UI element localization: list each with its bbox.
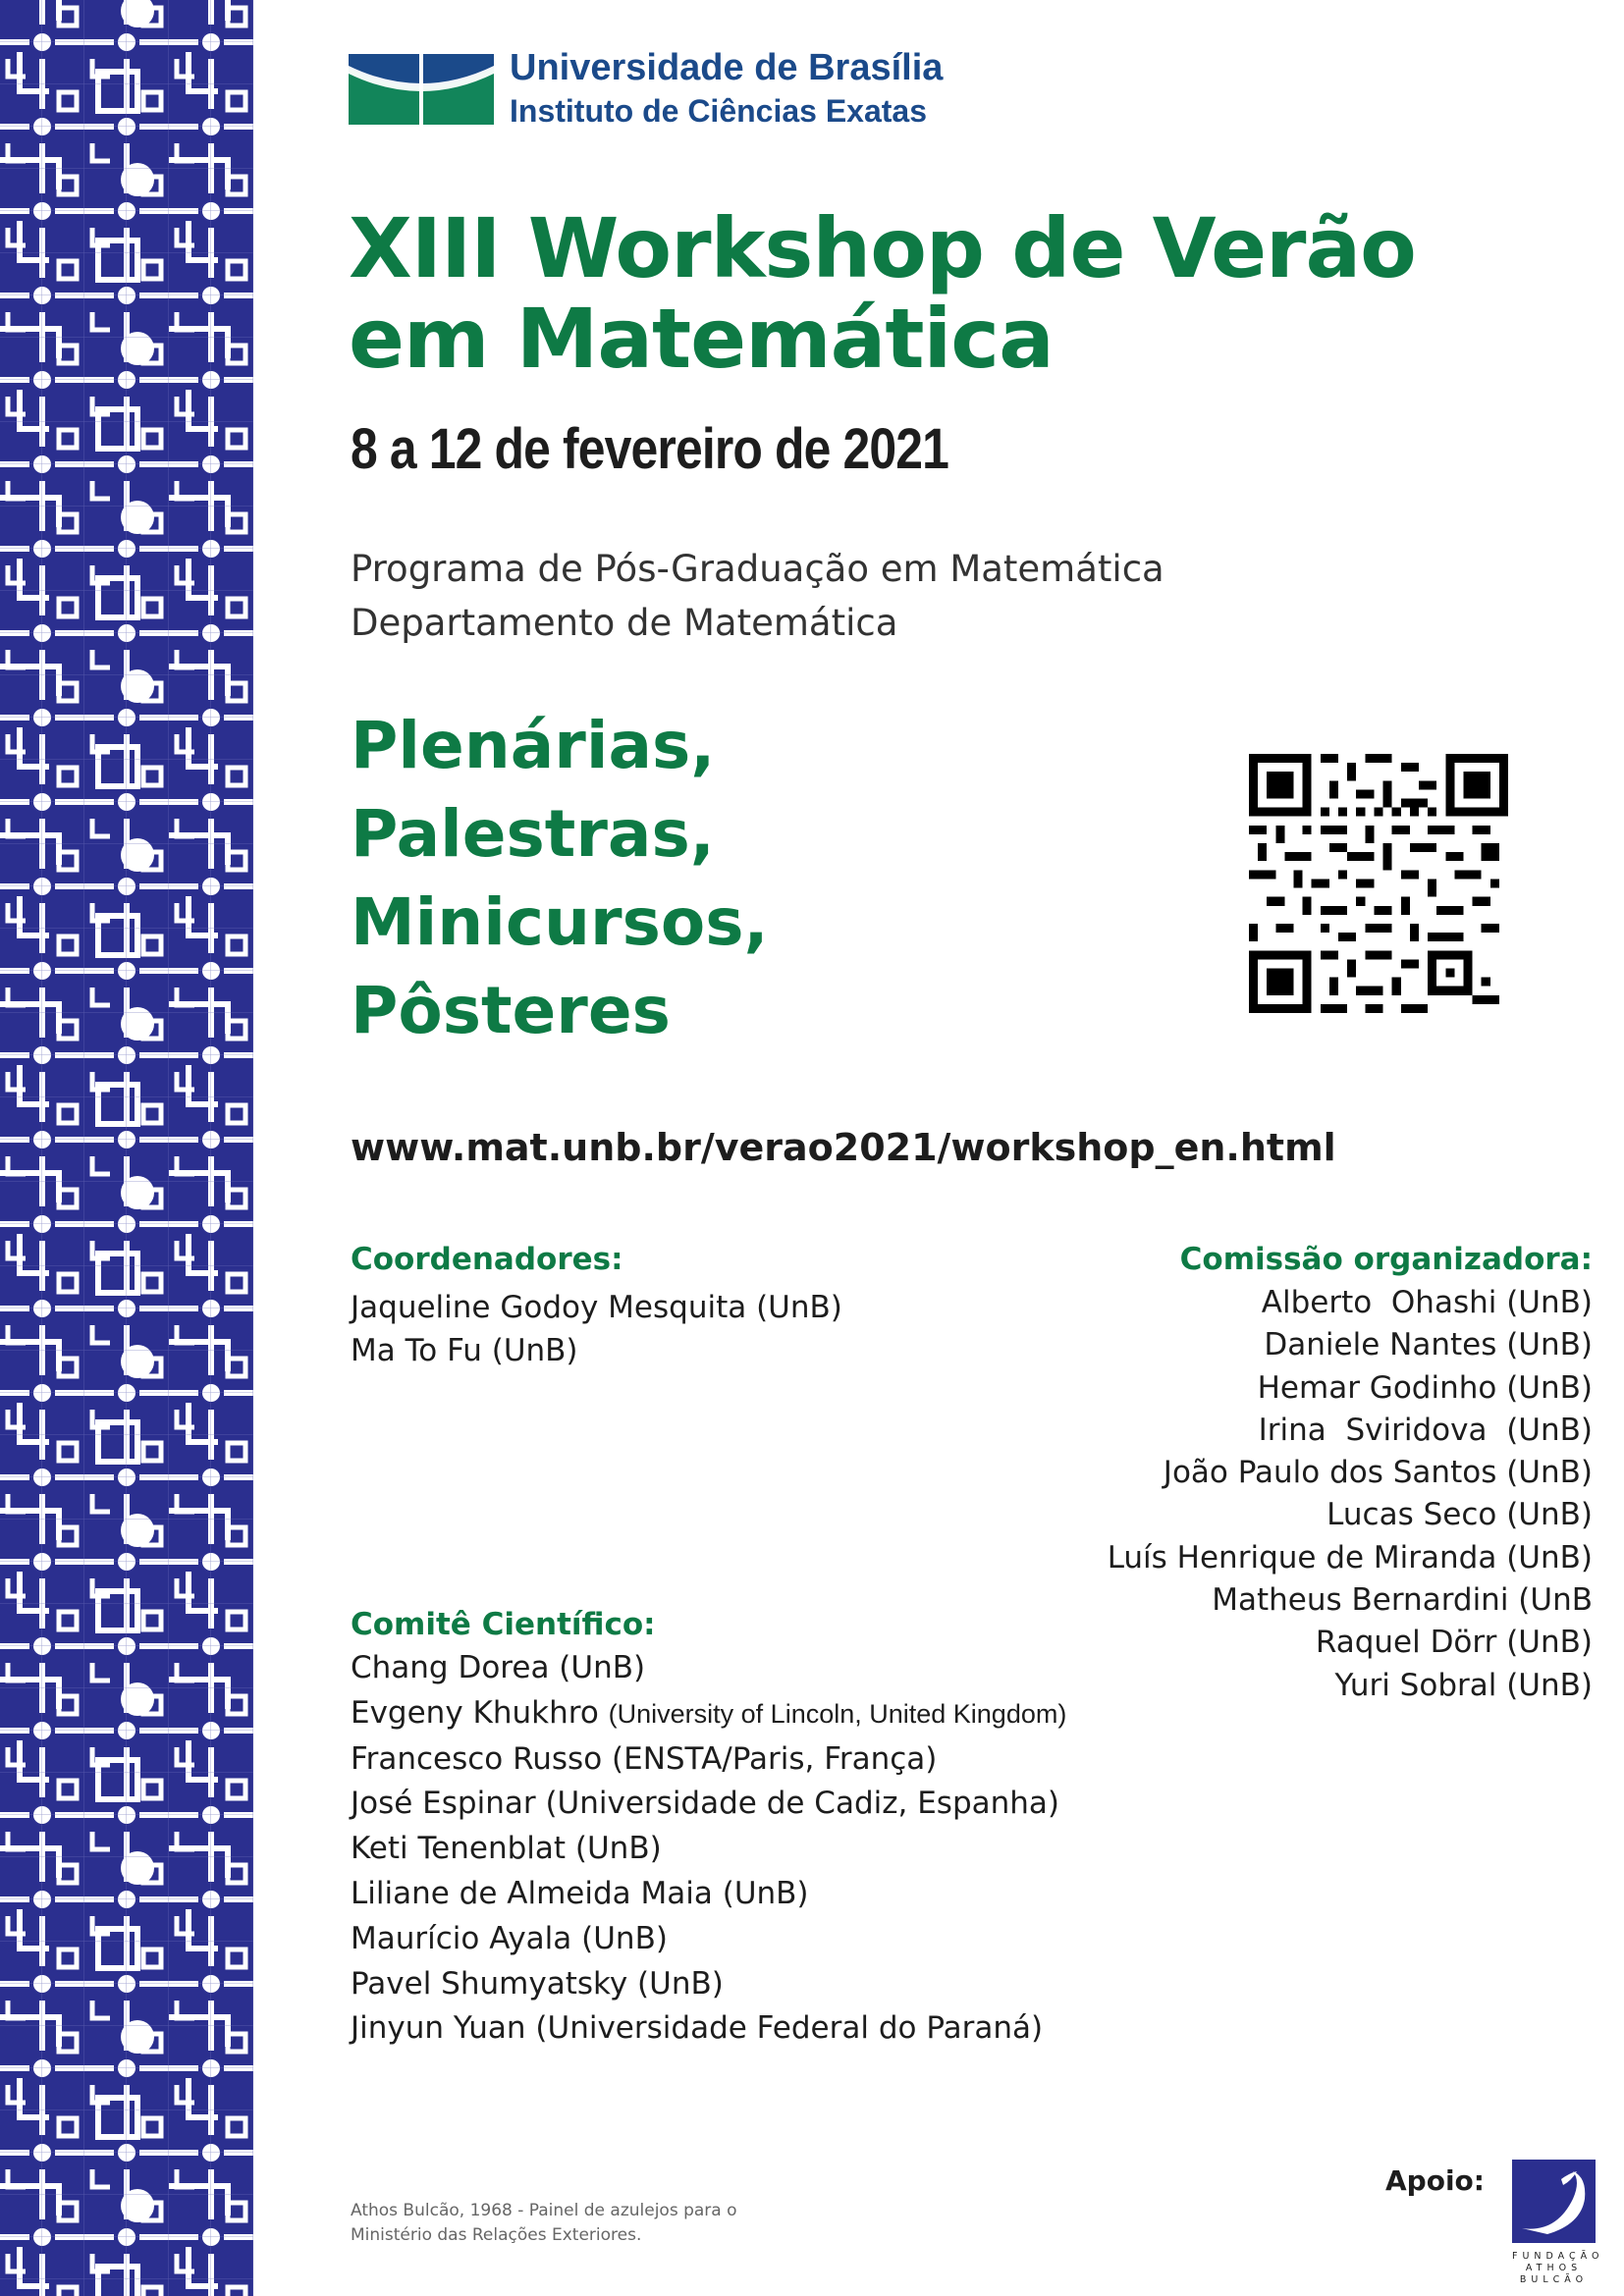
workshop-url-link[interactable]: www.mat.unb.br/verao2021/workshop_en.html: [351, 1126, 1336, 1169]
qr-code-icon[interactable]: [1249, 754, 1508, 1013]
scientist-item: Francesco Russo (ENSTA/Paris, França): [351, 1740, 938, 1777]
support-label: Apoio:: [1385, 2164, 1485, 2197]
scientist-item: Maurício Ayala (UnB): [351, 1920, 668, 1956]
scientist-item: Keti Tenenblat (UnB): [351, 1831, 662, 1867]
athos-foundation-logo: [1512, 2160, 1604, 2286]
department-name: Departamento de Matemática: [351, 602, 898, 644]
committee-item: Matheus Bernardini (UnB: [1212, 1582, 1593, 1619]
committee-item: João Paulo dos Santos (UnB): [1163, 1455, 1593, 1491]
scientist-affiliation: (University of Lincoln, United Kingdom): [608, 1698, 1067, 1729]
university-name: Universidade de Brasília: [510, 47, 944, 88]
scientist-item: José Espinar (Universidade de Cadiz, Espanha): [351, 1786, 1060, 1822]
event-title-line2: em Matemática: [349, 291, 1054, 387]
scientist-item: Jinyun Yuan (Universidade Federal do Paraná): [351, 2010, 1044, 2047]
coordinators-title: Coordenadores:: [351, 1242, 623, 1277]
artwork-caption: [351, 2199, 737, 2248]
committee-item: Luís Henrique de Miranda (UnB): [1107, 1539, 1593, 1575]
unb-logo-icon: [349, 54, 494, 125]
athos-foundation-logo-icon: [1512, 2160, 1596, 2243]
scientist-item: Chang Dorea (UnB): [351, 1650, 646, 1685]
tile-panel: [0, 0, 253, 2296]
activities-list: [351, 702, 769, 1055]
activity-posteres: Pôsteres: [351, 973, 671, 1048]
activity-palestras: Palestras,: [351, 796, 715, 872]
event-title: [349, 200, 1416, 387]
event-date: 8 a 12 de fevereiro de 2021: [351, 417, 949, 481]
scientist-item: Evgeny Khukhro (University of Lincoln, United Kingdom): [351, 1694, 1067, 1731]
committee-item: Yuri Sobral (UnB): [1334, 1667, 1593, 1703]
scientific-committee-title: Comitê Científico:: [351, 1607, 656, 1642]
committee-item: Alberto Ohashi (UnB): [1261, 1285, 1593, 1320]
committee-title: Comissão organizadora:: [1179, 1242, 1593, 1277]
scientist-item: Liliane de Almeida Maia (UnB): [351, 1875, 809, 1911]
scientist-item: Pavel Shumyatsky (UnB): [351, 1965, 724, 2002]
coordinator-item: Ma To Fu (UnB): [351, 1333, 578, 1368]
committee-list: [1108, 1282, 1593, 1707]
athos-foundation-logo-text: FUNDAÇÃO ATHOS BULCÃO: [1512, 2251, 1604, 2285]
caption-line2: Ministério das Relações Exteriores.: [351, 2225, 642, 2245]
committee-item: Irina Sviridova (UnB): [1258, 1412, 1593, 1448]
committee-item: Lucas Seco (UnB): [1326, 1497, 1593, 1533]
committee-item: Hemar Godinho (UnB): [1257, 1369, 1593, 1406]
institute-name: Instituto de Ciências Exatas: [510, 93, 928, 129]
program-name: Programa de Pós-Graduação em Matemática: [351, 548, 1164, 590]
committee-item: Raquel Dörr (UnB): [1315, 1625, 1593, 1661]
committee-item: Daniele Nantes (UnB): [1264, 1327, 1593, 1363]
coordinators-list: [351, 1286, 842, 1372]
coordinator-item: Jaqueline Godoy Mesquita (UnB): [351, 1290, 842, 1325]
activity-minicursos: Minicursos,: [351, 884, 769, 960]
scientific-committee-list: [351, 1646, 1066, 2052]
activity-plenarias: Plenárias,: [351, 708, 716, 783]
organizing-program: [351, 542, 1164, 650]
caption-line1: Athos Bulcão, 1968 - Painel de azulejos para o: [351, 2201, 737, 2220]
event-title-line1: XIII Workshop de Verão: [349, 200, 1416, 296]
